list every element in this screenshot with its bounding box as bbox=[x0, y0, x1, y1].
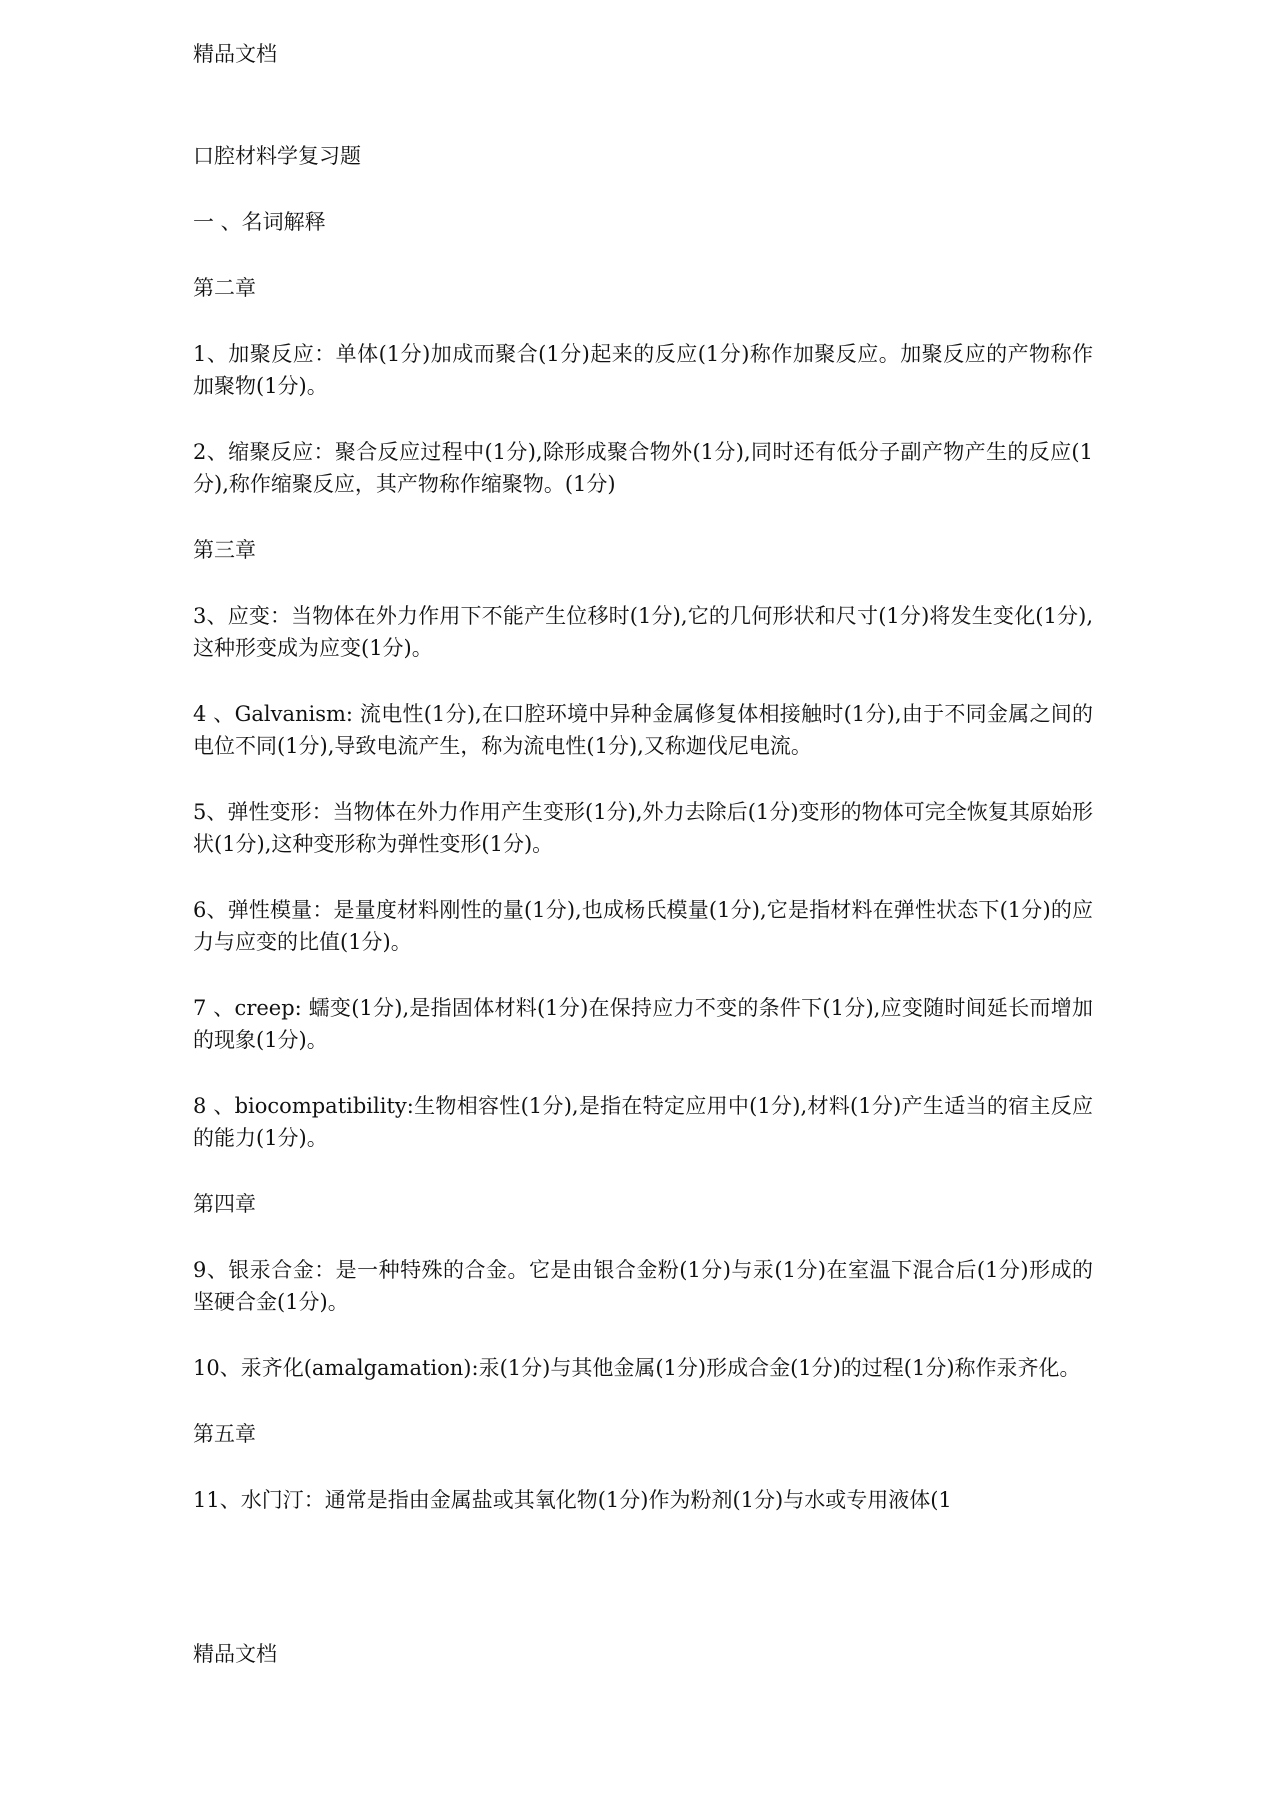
chapter-heading: 第五章 bbox=[193, 1422, 256, 1446]
term-entry: 9、银汞合金：是一种特殊的合金。它是由银合金粉(1分)与汞(1分)在室温下混合后(1分)形成的坚硬合金(1分)。 bbox=[193, 1258, 1093, 1314]
term-entry: 1、加聚反应：单体(1分)加成而聚合(1分)起来的反应(1分)称作加聚反应。加聚反应的产物称作加聚物(1分)。 bbox=[193, 342, 1093, 398]
document-title: 口腔材料学复习题 bbox=[193, 144, 361, 168]
term-entry: 11、水门汀：通常是指由金属盐或其氧化物(1分)作为粉剂(1分)与水或专用液体(1 bbox=[193, 1488, 952, 1512]
page-header: 精品文档 bbox=[193, 42, 277, 66]
chapter-heading: 第四章 bbox=[193, 1192, 256, 1216]
document-body bbox=[193, 140, 1093, 1550]
term-entry: 3、应变：当物体在外力作用下不能产生位移时(1分),它的几何形状和尺寸(1分)将发生变化(1分),这种形变成为应变(1分)。 bbox=[193, 604, 1093, 660]
term-entry: 8 、biocompatibility:生物相容性(1分),是指在特定应用中(1分),材料(1分)产生适当的宿主反应的能力(1分)。 bbox=[193, 1094, 1093, 1150]
term-entry: 6、弹性模量：是量度材料刚性的量(1分),也成杨氏模量(1分),它是指材料在弹性状态下(1分)的应力与应变的比值(1分)。 bbox=[193, 898, 1093, 954]
chapter-heading: 第三章 bbox=[193, 538, 256, 562]
term-entry: 5、弹性变形：当物体在外力作用产生变形(1分),外力去除后(1分)变形的物体可完全恢复其原始形状(1分),这种变形称为弹性变形(1分)。 bbox=[193, 800, 1093, 856]
page-footer: 精品文档 bbox=[193, 1642, 277, 1666]
term-entry: 10、汞齐化(amalgamation):汞(1分)与其他金属(1分)形成合金(1分)的过程(1分)称作汞齐化。 bbox=[193, 1356, 1081, 1380]
term-entry: 2、缩聚反应：聚合反应过程中(1分),除形成聚合物外(1分),同时还有低分子副产物产生的反应(1分),称作缩聚反应，其产物称作缩聚物。(1分) bbox=[193, 440, 1093, 496]
chapter-heading: 第二章 bbox=[193, 276, 256, 300]
term-entry: 4 、Galvanism: 流电性(1分),在口腔环境中异种金属修复体相接触时(1分),由于不同金属之间的电位不同(1分),导致电流产生，称为流电性(1分),又称迦伐尼电流。 bbox=[193, 702, 1093, 758]
term-entry: 7 、creep: 蠕变(1分),是指固体材料(1分)在保持应力不变的条件下(1分),应变随时间延长而增加的现象(1分)。 bbox=[193, 996, 1093, 1052]
section-heading: 一 、名词解释 bbox=[193, 210, 326, 234]
